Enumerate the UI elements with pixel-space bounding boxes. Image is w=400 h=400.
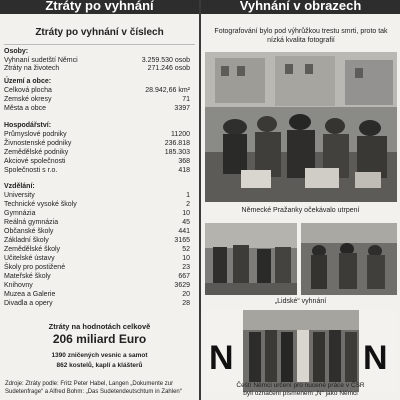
stat-row: Ztráty na životech 271.246 osob [4, 65, 190, 72]
photo-expulsion-left [205, 223, 297, 295]
stat-row: Mateřské školy 667 [4, 273, 190, 280]
stat-row: Divadla a opery 28 [4, 300, 190, 307]
images-column [201, 14, 400, 400]
stat-row: Gymnázia 10 [4, 210, 190, 217]
photo-prague-women [205, 52, 397, 202]
subtitle-rule [4, 44, 195, 45]
stat-row: Reálná gymnázia 45 [4, 219, 190, 226]
section-title-vzdelani: Vzdělání: [4, 183, 35, 190]
stat-row: Školy pro postižené 23 [4, 264, 190, 271]
stat-row: Živnostenské podniky 236.818 [4, 140, 190, 147]
stat-row: Občanské školy 441 [4, 228, 190, 235]
total-label: Ztráty na hodnotách celkově [48, 322, 151, 331]
stat-row: Společnosti s r.o. 418 [4, 167, 190, 174]
section-title-osoby: Osoby: [4, 48, 29, 55]
stat-row: Zemědělské školy 52 [4, 246, 190, 253]
total-value: 206 miliard Euro [52, 332, 147, 346]
stat-row: Zemské okresy 71 [4, 96, 190, 103]
caption-n-marked-line2: byli označeni písmenem „N“ jako Němci [243, 390, 358, 397]
stat-row: University 1 [4, 192, 190, 199]
sources-note: Zdroje: Ztráty podle: Fritz Peter Habel, Langen „Dokumente zur Sudetenfrage“ a Alfred Bohm: „Das Sudetendeutschtum in Zahlen“ [5, 381, 182, 395]
stat-row: Průmyslové podniky 11200 [4, 131, 190, 138]
stat-row: Učitelské ústavy 10 [4, 255, 190, 262]
churches-destroyed: 862 kostelů, kaplí a klášterů [56, 362, 143, 369]
stat-row: Knihovny 3629 [4, 282, 190, 289]
photo-expulsion-right [301, 223, 397, 295]
caption-prague-women: Německé Pražanky očekávalo utrpení [241, 207, 360, 214]
stat-row: Akciové společnosti 368 [4, 158, 190, 165]
stat-row: Muzea a Galerie 20 [4, 291, 190, 298]
stat-row: Zemědělské podniky 185.303 [4, 149, 190, 156]
villages-destroyed: 1390 zničených vesnic a samot [51, 352, 148, 359]
n-letter-left: N [209, 339, 234, 377]
photo-intro: Fotografování bylo pod výhrůžkou trestu smrti, proto tak nízká kvalita fotografií [214, 28, 388, 44]
caption-n-marked-line1: Čeští Němci určení pro nucené práce v ČSR [236, 382, 365, 389]
left-header: Ztráty po vyhnání [0, 0, 199, 14]
stat-row: Technické vysoké školy 2 [4, 201, 190, 208]
losses-subtitle: Ztráty po vyhnání v číslech [35, 27, 164, 38]
n-letter-right: N [363, 339, 388, 377]
stat-row: Města a obce 3397 [4, 105, 190, 112]
stat-row: Celková plocha 28.942,66 km² [4, 87, 190, 94]
section-title-uzemi: Území a obce: [4, 78, 52, 85]
stat-row: Základní školy 3165 [4, 237, 190, 244]
losses-column [0, 14, 199, 400]
stat-row: Vyhnaní sudetští Němci 3.259.530 osob [4, 57, 190, 64]
right-header: Vyhnání v obrazech [201, 0, 400, 14]
section-title-hospodarstvi: Hospodářství: [4, 122, 52, 129]
caption-human-expulsion: „Lidské“ vyhnání [274, 298, 327, 305]
